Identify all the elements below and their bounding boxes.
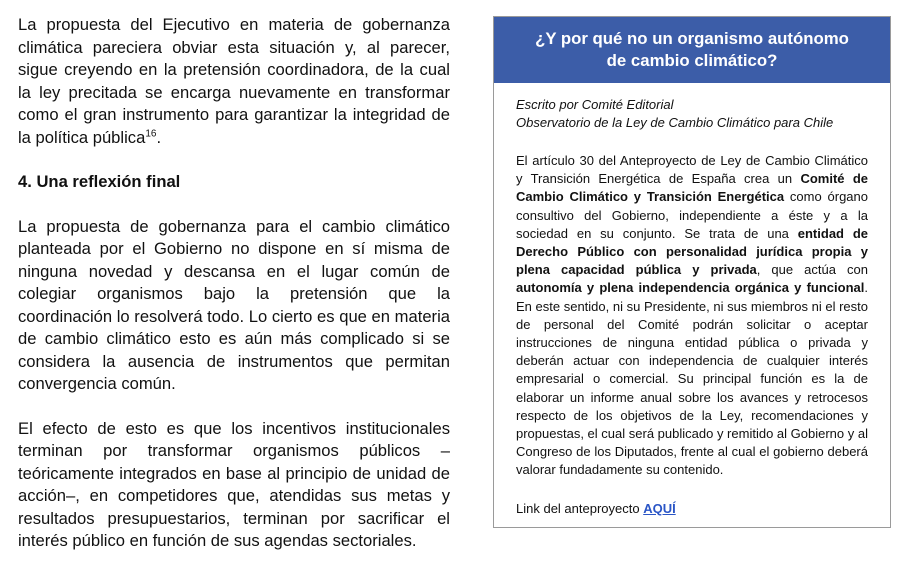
body-text-2: como órgano consultivo del Gobierno, independiente a éste y a la sociedad en su conjunto. Se trata de una bbox=[516, 189, 868, 241]
body-text-1: El artículo 30 del Anteproyecto de Ley de Cambio Climático y Transición Energética de España crea un bbox=[516, 153, 868, 187]
main-column bbox=[18, 14, 450, 553]
highlight-entidad: entidad de Derecho Público con personalidad jurídica propia y plena capacidad pública y privada bbox=[516, 225, 868, 278]
sidebar-byline bbox=[494, 96, 890, 132]
anteproyecto-link[interactable]: AQUÍ bbox=[643, 500, 676, 516]
byline-organization: Observatorio de la Ley de Cambio Climático para Chile bbox=[516, 115, 834, 130]
paragraph-gobernanza-end: . bbox=[156, 127, 162, 147]
paragraph-gobernanza-text: La propuesta del Ejecutivo en materia de gobernanza climática pareciera obviar esta situación y, al parecer, sigue creyendo en la pretensión coordinadora, de la cual la ley precitada se encarga nuevamente en transformar como el gran instrumento para garantizar la integridad de la política pública bbox=[18, 15, 450, 147]
anteproyecto-link-line bbox=[494, 500, 890, 518]
highlight-comite: Comité de Cambio Climático y Transición Energética bbox=[516, 171, 869, 205]
sidebar-box bbox=[493, 16, 891, 528]
body-text-3: , que actúa con bbox=[756, 262, 869, 278]
paragraph-reflexion: La propuesta de gobernanza para el cambio climático planteada por el Gobierno no dispone en sí misma de ninguna novedad y descansa en el lugar común de colegiar organismos bajo la pretensión que la coordinación lo resolverá todo. Lo cierto es que en materia de cambio climático esto es aún más complicado si se considera la ausencia de instrumentos que permitan convergencia común. bbox=[18, 216, 450, 393]
footnote-ref[interactable]: 16 bbox=[145, 127, 157, 139]
link-prefix: Link del anteproyecto bbox=[516, 500, 644, 516]
paragraph-gobernanza bbox=[18, 14, 450, 149]
byline-author: Escrito por Comité Editorial bbox=[516, 97, 674, 112]
highlight-autonomia: autonomía y plena independencia orgánica y funcional bbox=[516, 280, 865, 296]
paragraph-efecto: El efecto de esto es que los incentivos institucionales terminan por transformar organismos públicos –teóricamente integrados en base al principio de unidad de acción–, en competidores que, atendidas sus metas y resultados presupuestarios, terminan por sacrificar el interés público en función de sus agendas sectoriales. bbox=[18, 418, 450, 550]
sidebar-body bbox=[494, 152, 890, 480]
section-heading: 4. Una reflexión final bbox=[18, 172, 181, 191]
sidebar-title: ¿Y por qué no un organismo autónomo de cambio climático? bbox=[494, 17, 890, 83]
body-text-4: . En este sentido, ni su Presidente, ni sus miembros ni el resto de personal del Comité podrán solicitar o aceptar instrucciones de ninguna entidad pública o privada y deberán actuar con independencia de cualquier interés empresarial o comercial. Su principal función es la de elaborar un informe anual sobre los avances y retrocesos respecto de los objetivos de la Ley, recomendaciones y propuestas, el cual será publicado y remitido al Gobierno y al Congreso de los Diputados, frente al cual el gobierno deberá valorar fundadamente su contenido. bbox=[516, 280, 868, 478]
